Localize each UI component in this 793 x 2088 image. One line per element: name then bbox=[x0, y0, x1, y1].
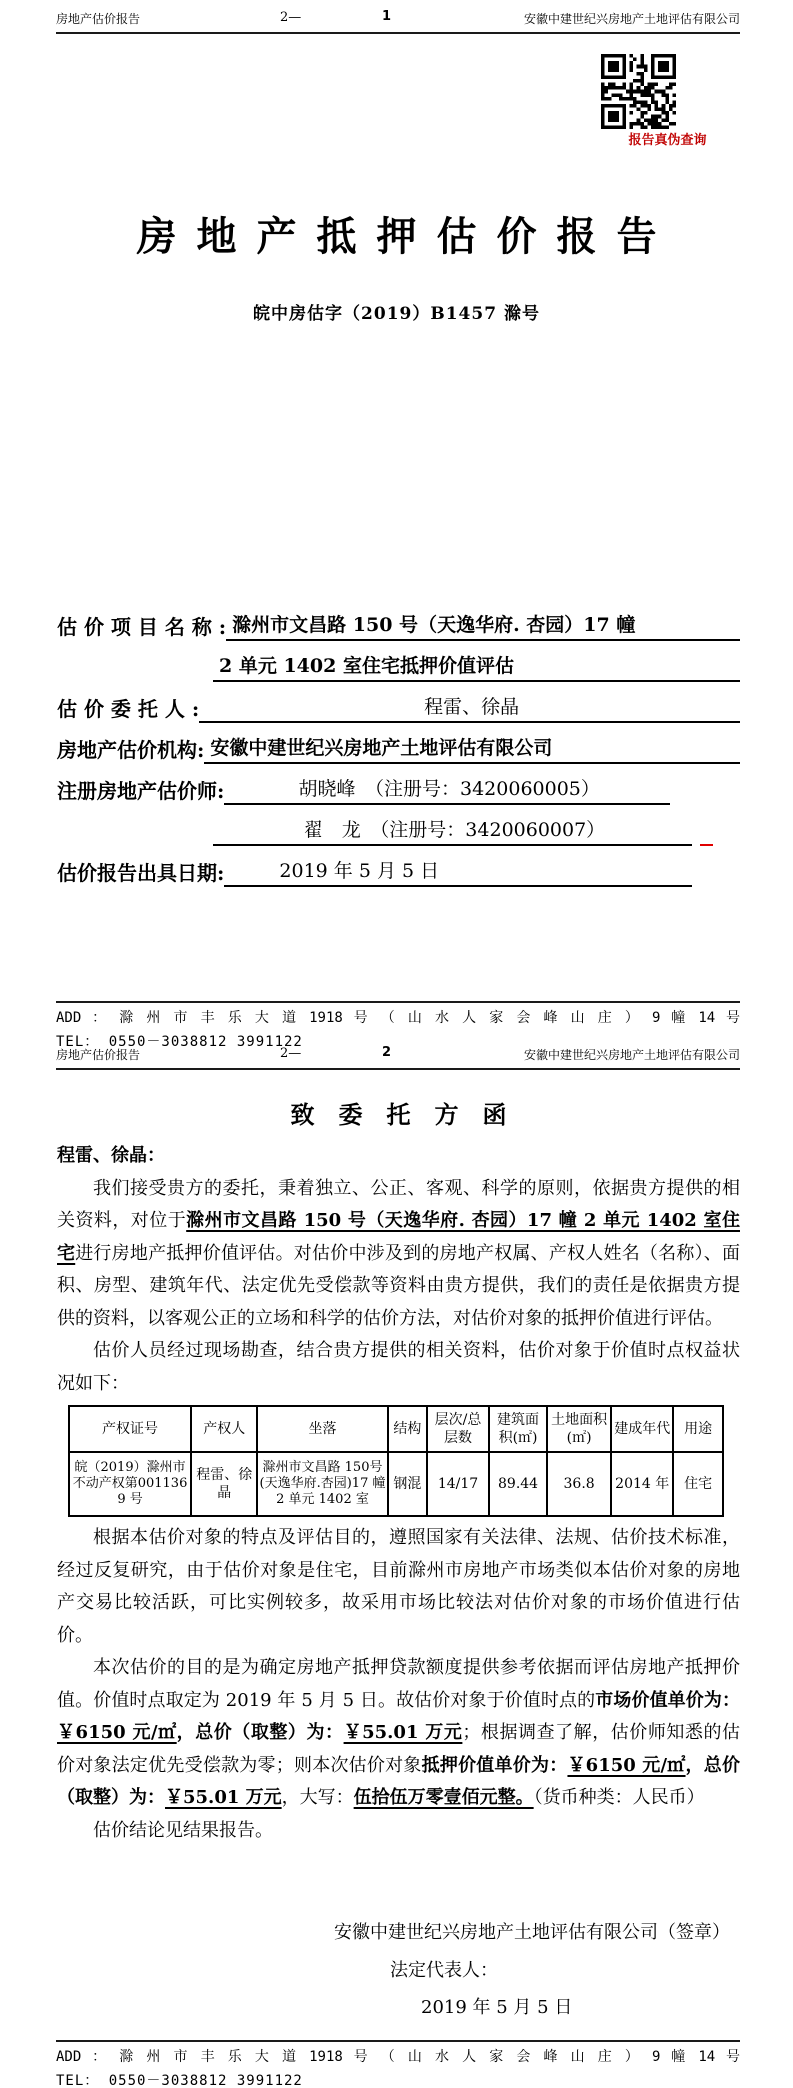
form-row-appraiser1 bbox=[57, 764, 740, 805]
cell-land-area: 36.8 bbox=[547, 1452, 611, 1516]
header-page-prefix: 2— bbox=[280, 1046, 302, 1061]
para4-a: 本次估价的目的是为确定房地产抵押贷款额度提供参考依据而评估房地产抵押价值。价值时点取定为 2019 年 5 月 5 日。故估价对象于价值时点的 bbox=[57, 1657, 740, 1711]
project-value-line2: 2 单元 1402 室住宅抵押价值评估 bbox=[213, 655, 740, 682]
paragraph-survey: 估价人员经过现场勘查，结合贵方提供的相关资料，估价对象于价值时点权益状况如下： bbox=[57, 1340, 740, 1394]
footer-address: ADD ： 滁 州 市 丰 乐 大 道 1918 号 （ 山 水 人 家 会 峰 山 庄 ） 9 幢 14 号 bbox=[56, 1010, 740, 1026]
form-row-report-date bbox=[57, 846, 740, 887]
client-value: 程雷、徐晶 bbox=[199, 696, 740, 723]
para4-market-total-price: ￥55.01 万元 bbox=[343, 1722, 463, 1743]
appraiser-label: 注册房地产估价师: bbox=[57, 779, 225, 803]
col-owner: 产权人 bbox=[191, 1406, 257, 1452]
cell-year-built: 2014 年 bbox=[611, 1452, 673, 1516]
document-number: 皖中房估字（2019）B1457 滁号 bbox=[253, 304, 540, 324]
report-date-value: 2019 年 5 月 5 日 bbox=[224, 860, 692, 887]
para4-k: ，大写： bbox=[281, 1787, 354, 1808]
header-company-name: 安徽中建世纪兴房地产土地评估有限公司 bbox=[523, 12, 740, 26]
cell-structure: 钢混 bbox=[388, 1452, 427, 1516]
col-location: 坐落 bbox=[257, 1406, 387, 1452]
report-date-label: 估价报告出具日期: bbox=[57, 861, 225, 885]
footer-telephone: TEL： 0550－3038812 3991122 bbox=[56, 1034, 303, 1050]
agency-value: 安徽中建世纪兴房地产土地评估有限公司 bbox=[204, 737, 740, 764]
signature-company: 安徽中建世纪兴房地产土地评估有限公司（签章） bbox=[334, 1922, 730, 1943]
page1-header bbox=[56, 6, 740, 34]
col-floor: 层次/总层数 bbox=[427, 1406, 489, 1452]
para4-mortgage-price-label: 抵押价值单价为： bbox=[421, 1754, 568, 1776]
para4-currency-note: （货币种类：人民币） bbox=[533, 1787, 705, 1808]
qr-code-icon bbox=[601, 54, 676, 129]
form-row-project-line2 bbox=[213, 641, 740, 682]
project-value-line1: 滁州市文昌路 150 号（天逸华府. 杏园）17 幢 bbox=[226, 614, 740, 641]
para1-subject-property: 滁州市文昌路 150 号（天逸华府. 杏园）17 幢 2 单元 1402 室住宅 bbox=[57, 1210, 740, 1264]
form-row-agency bbox=[57, 723, 740, 764]
para1-c: 进行房地产抵押价值评估。对估价中涉及到的房地产权属、产权人姓名（名称）、面积、房型、建筑年代、法定优先受偿款等资料由贵方提供，我们的责任是依据贵方提供的资料，以客观公正的立场和科学的估价方法，对估价对象的抵押价值进行评估。 bbox=[57, 1242, 740, 1329]
col-structure: 结构 bbox=[388, 1406, 427, 1452]
cell-certificate-no: 皖（2019）滁州市不动产权第0011369 号 bbox=[69, 1452, 191, 1516]
table-row bbox=[69, 1452, 723, 1516]
red-correction-mark bbox=[700, 844, 713, 846]
page2-header bbox=[56, 1042, 740, 1070]
cell-building-area: 89.44 bbox=[489, 1452, 547, 1516]
header-page-number: 1 bbox=[382, 9, 392, 24]
form-row-appraiser2 bbox=[213, 805, 740, 846]
col-building-area: 建筑面积(㎡) bbox=[489, 1406, 547, 1452]
paragraph-conclusion: 估价结论见结果报告。 bbox=[93, 1819, 273, 1841]
table-header-row bbox=[69, 1406, 723, 1452]
agency-label: 房地产估价机构: bbox=[57, 738, 205, 762]
client-label: 估 价 委 托 人 : bbox=[57, 697, 200, 721]
para1-a: 我们接受贵方的委托，秉着独立、公正、客观、科学的原则，依据贵方提供的相关资料，对位于 bbox=[57, 1177, 740, 1231]
paragraph-valuation bbox=[57, 1652, 740, 1815]
para4-mortgage-unit-price: ￥6150 元/㎡ bbox=[567, 1754, 686, 1776]
cover-form bbox=[57, 600, 740, 887]
para4-f: ；根据调查了解，估价师知悉的估价对象法定优先受偿款为零；则本次估价对象 bbox=[57, 1722, 741, 1776]
page2-footer bbox=[56, 2040, 740, 2088]
property-rights-table bbox=[68, 1405, 724, 1517]
header-page-prefix: 2— bbox=[280, 10, 302, 25]
para4-market-unit-price: ￥6150 元/㎡ bbox=[57, 1722, 177, 1743]
cell-owner: 程雷、徐晶 bbox=[191, 1452, 257, 1516]
project-label: 估 价 项 目 名 称 : bbox=[57, 615, 227, 639]
para4-amount-in-words: 伍拾伍万零壹佰元整。 bbox=[353, 1787, 534, 1808]
form-row-client bbox=[57, 682, 740, 723]
cell-location: 滁州市文昌路 150号(天逸华府.杏园)17 幢 2 单元 1402 室 bbox=[257, 1452, 387, 1516]
para4-total-label-2: ，总价（取整）为： bbox=[57, 1754, 741, 1808]
paragraph-method: 根据本估价对象的特点及评估目的，遵照国家有关法律、法规、估价技术标准，经过反复研究，由于估价对象是住宅，目前滁州市房地产市场类似本估价对象的房地产交易比较活跃，可比实例较多，故采用市场比较法对估价对象的市场价值进行估价。 bbox=[57, 1527, 740, 1646]
header-page-number: 2 bbox=[382, 1045, 392, 1060]
footer-telephone: TEL： 0550－3038812 3991122 bbox=[56, 2073, 303, 2088]
header-report-name: 房地产估价报告 bbox=[56, 12, 141, 26]
header-report-name: 房地产估价报告 bbox=[56, 1048, 141, 1062]
letter-body bbox=[57, 1096, 740, 2025]
header-company-name: 安徽中建世纪兴房地产土地评估有限公司 bbox=[523, 1048, 740, 1062]
paragraph-entrustment bbox=[57, 1173, 740, 1336]
signature-legal-representative: 法定代表人： bbox=[390, 1959, 498, 1981]
para4-mortgage-total-price: ￥55.01 万元 bbox=[165, 1787, 282, 1808]
qr-caption: 报告真伪查询 bbox=[628, 133, 707, 148]
appraiser1-value: 胡晓峰 （注册号：3420060005） bbox=[224, 778, 670, 805]
footer-address: ADD ： 滁 州 市 丰 乐 大 道 1918 号 （ 山 水 人 家 会 峰 山 庄 ） 9 幢 14 号 bbox=[56, 2049, 740, 2065]
signature-date: 2019 年 5 月 5 日 bbox=[421, 1997, 573, 2018]
cell-floor: 14/17 bbox=[427, 1452, 489, 1516]
form-row-project bbox=[57, 600, 740, 641]
letter-title: 致委托方函 bbox=[290, 1100, 531, 1129]
cell-use: 住宅 bbox=[673, 1452, 723, 1516]
col-certificate-no: 产权证号 bbox=[69, 1406, 191, 1452]
letter-salutation: 程雷、徐晶： bbox=[57, 1145, 165, 1166]
para4-market-price-label: 市场价值单价为： bbox=[595, 1689, 740, 1711]
appraiser2-value: 翟 龙 （注册号：3420060007） bbox=[213, 819, 692, 846]
col-use: 用途 bbox=[673, 1406, 723, 1452]
col-land-area: 土地面积(㎡) bbox=[547, 1406, 611, 1452]
report-title: 房地产抵押估价报告 bbox=[136, 213, 677, 260]
col-year-built: 建成年代 bbox=[611, 1406, 673, 1452]
para4-total-label-1: ，总价（取整）为： bbox=[176, 1722, 344, 1743]
